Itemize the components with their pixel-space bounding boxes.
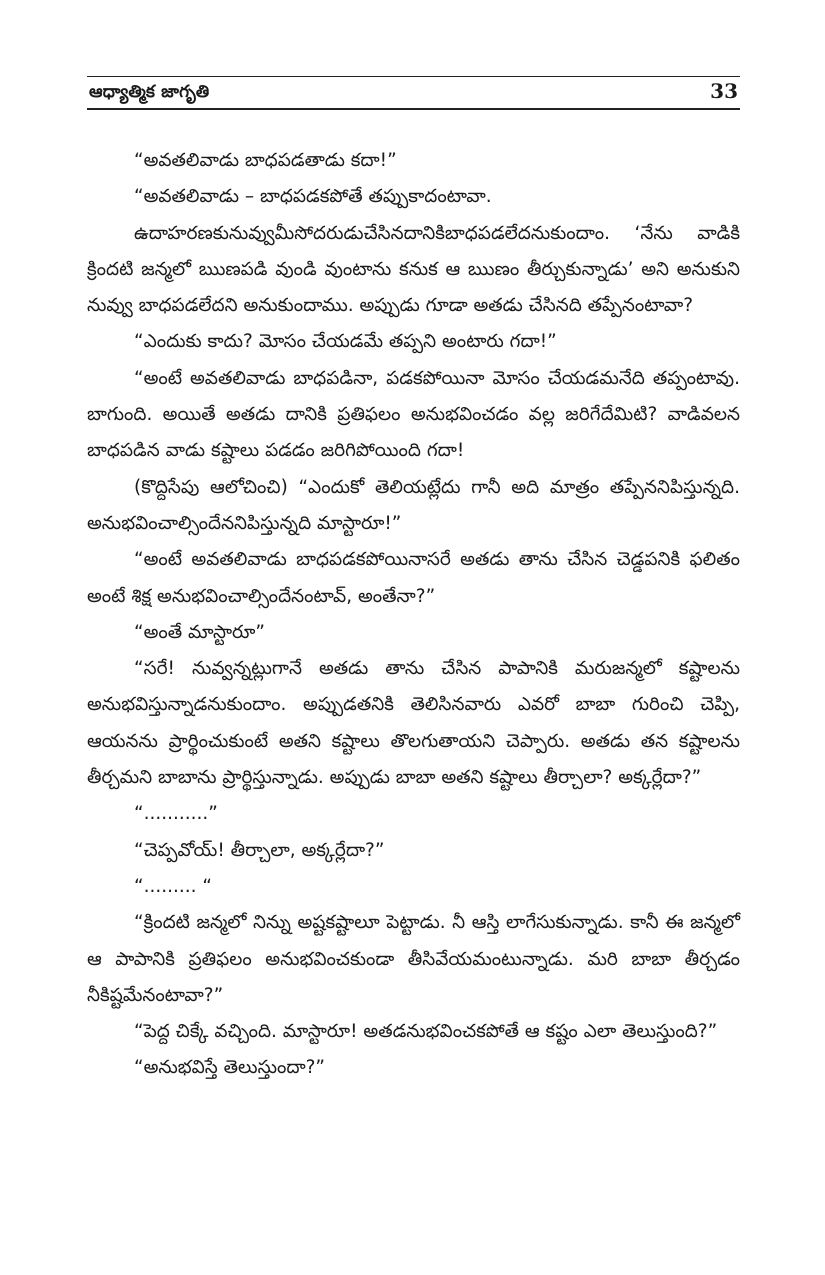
paragraph: “అంతే మాస్టారూ” xyxy=(134,621,265,643)
paragraph: (కొద్దిసేపు ఆలోచించి) “ఎందుకో తెలియట్లేదు గానీ అది మాత్రం తప్పేననిపిస్తున్నది. అనుభవించాల్సిందేననిపిస్తున్నది మాస్టారూ!” xyxy=(87,476,740,534)
paragraph: “అవతలివాడు బాధపడతాడు కదా!” xyxy=(134,150,397,171)
page-number: 33 xyxy=(710,79,738,103)
paragraph: “సరే! నువ్వన్నట్లుగానే అతడు తాను చేసిన పాపానికి మరుజన్మలో కష్టాలను అనుభవిస్తున్నాడనుకుందాం. అప్పుడతనికి తెలిసినవారు ఎవరో బాబా గురించి చెప్పి, ఆయనను ప్రార్థించుకుంటే అతని కష్టాలు తొలగుతాయని చెప్పారు. అతడు తన కష్టాలను తీర్చమని బాబాను ప్రార్థిస్తున్నాడు. అప్పుడు బాబా అతని కష్టాలు తీర్చాలా? అక్కర్లేదా?” xyxy=(87,658,740,789)
paragraph: “క్రిందటి జన్మలో నిన్ను అష్టకష్టాలూ పెట్టాడు. నీ ఆస్తి లాగేసుకున్నాడు. కానీ ఈ జన్మలో ఆ పాపానికి ప్రతిఫలం అనుభవించకుండా తీసివేయమంటున్నాడు. మరి బాబా తీర్చడం నీకిష్టమేనంటావా?” xyxy=(87,912,740,1006)
page-body xyxy=(87,143,740,1087)
paragraph: “ఎందుకు కాదు? మోసం చేయడమే తప్పని అంటారు గదా!” xyxy=(134,331,557,353)
paragraph: ఉదాహరణకునువ్వుమీసోదరుడుచేసినదానికిబాధపడలేదనుకుందాం. ‘నేను వాడికి క్రిందటి జన్మలో ఋణపడి వుండి వుంటాను కనుక ఆ ఋణం తీర్చుకున్నాడు’ అని అనుకుని నువ్వు బాధపడలేదని అనుకుందాము. అప్పుడు గూడా అతడు చేసినది తప్పేనంటావా? xyxy=(87,222,740,317)
header-bottom-rule xyxy=(87,108,740,110)
paragraph: “చెప్పవోయ్! తీర్చాలా, అక్కర్లేదా?” xyxy=(134,839,385,861)
paragraph: “అంటే అవతలివాడు బాధపడకపోయినాసరే అతడు తాను చేసిన చెడ్డపనికి ఫలితం అంటే శిక్ష అనుభవించాల్సిందేనంటావ్, అంతేనా?” xyxy=(87,549,740,607)
paragraph: “అనుభవిస్తే తెలుస్తుందా?” xyxy=(134,1057,325,1079)
running-header xyxy=(87,76,740,110)
book-title: ఆధ్యాత్మిక జాగృతి xyxy=(89,82,210,102)
header-top-rule xyxy=(87,76,740,77)
paragraph: “...........” xyxy=(134,803,218,825)
paragraph: “అంటే అవతలివాడు బాధపడినా, పడకపోయినా మోసం చేయడమనేది తప్పంటావు. బాగుంది. అయితే అతడు దానికి ప్రతిఫలం అనుభవించడం వల్ల జరిగేదేమిటి? వాడివలన బాధపడిన వాడు కష్టాలు పడడం జరిగిపోయింది గదా! xyxy=(87,367,740,462)
paragraph: “అవతలివాడు – బాధపడకపోతే తప్పుకాదంటావా. xyxy=(134,186,492,208)
paragraph: “......... “ xyxy=(134,875,212,897)
paragraph: “పెద్ద చిక్కే వచ్చింది. మాస్టారూ! అతడనుభవించకపోతే ఆ కష్టం ఎలా తెలుస్తుంది?” xyxy=(134,1021,718,1043)
